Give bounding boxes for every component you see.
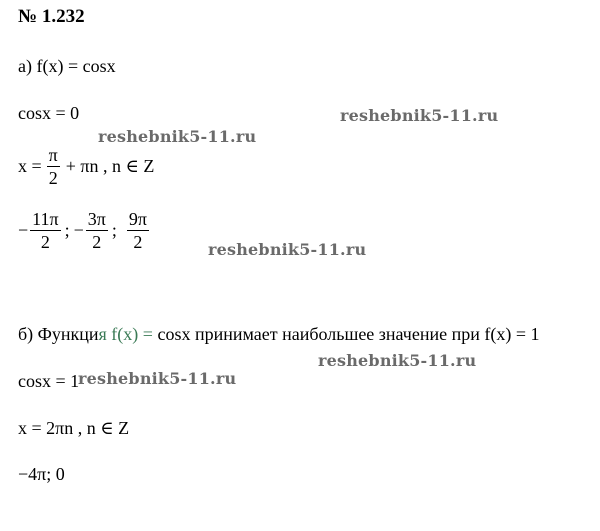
fraction-denominator: 2	[48, 168, 58, 188]
watermark: reshebnik5-11.ru	[340, 106, 499, 125]
problem-number: № 1.232	[18, 6, 85, 27]
solution-suffix: + πn , n ∈ Z	[65, 156, 155, 176]
part-b-text-end: cosx принимает наибольшее значение при f(x) = 1	[157, 324, 540, 344]
root-1-separator: ;	[64, 220, 70, 240]
root-3-numerator: 9π	[128, 209, 147, 229]
part-b-roots: −4π; 0	[18, 464, 65, 484]
root-2-denominator: 2	[92, 232, 102, 252]
part-b-statement	[18, 324, 540, 345]
root-3-denominator: 2	[133, 232, 143, 252]
root-1-fraction	[30, 210, 60, 251]
root-2-separator: ;	[111, 220, 117, 240]
part-b-equation: cosx = 1	[18, 371, 80, 391]
pi-over-two-fraction	[47, 146, 60, 187]
watermark: reshebnik5-11.ru	[208, 240, 367, 259]
root-1-denominator: 2	[40, 232, 50, 252]
part-b-text-start: б) Функци	[18, 324, 99, 344]
part-a-function: а) f(x) = cosx	[18, 56, 116, 76]
root-1-numerator: 11π	[32, 209, 59, 229]
part-a-roots	[18, 210, 151, 251]
part-a-equation: cosx = 0	[18, 103, 80, 123]
fraction-numerator: π	[48, 145, 58, 165]
part-b-text-green: я f(x) =	[98, 324, 158, 344]
watermark: reshebnik5-11.ru	[98, 127, 257, 146]
root-3-fraction	[127, 210, 149, 251]
part-a-solution	[18, 146, 154, 187]
root-1-sign: −	[18, 220, 29, 240]
root-2-sign: −	[73, 220, 84, 240]
watermark: reshebnik5-11.ru	[318, 351, 477, 370]
root-2-numerator: 3π	[87, 209, 106, 229]
watermark: reshebnik5-11.ru	[78, 369, 237, 388]
root-2-fraction	[86, 210, 108, 251]
solution-prefix: x =	[18, 156, 42, 176]
part-b-solution: x = 2πn , n ∈ Z	[18, 418, 130, 438]
